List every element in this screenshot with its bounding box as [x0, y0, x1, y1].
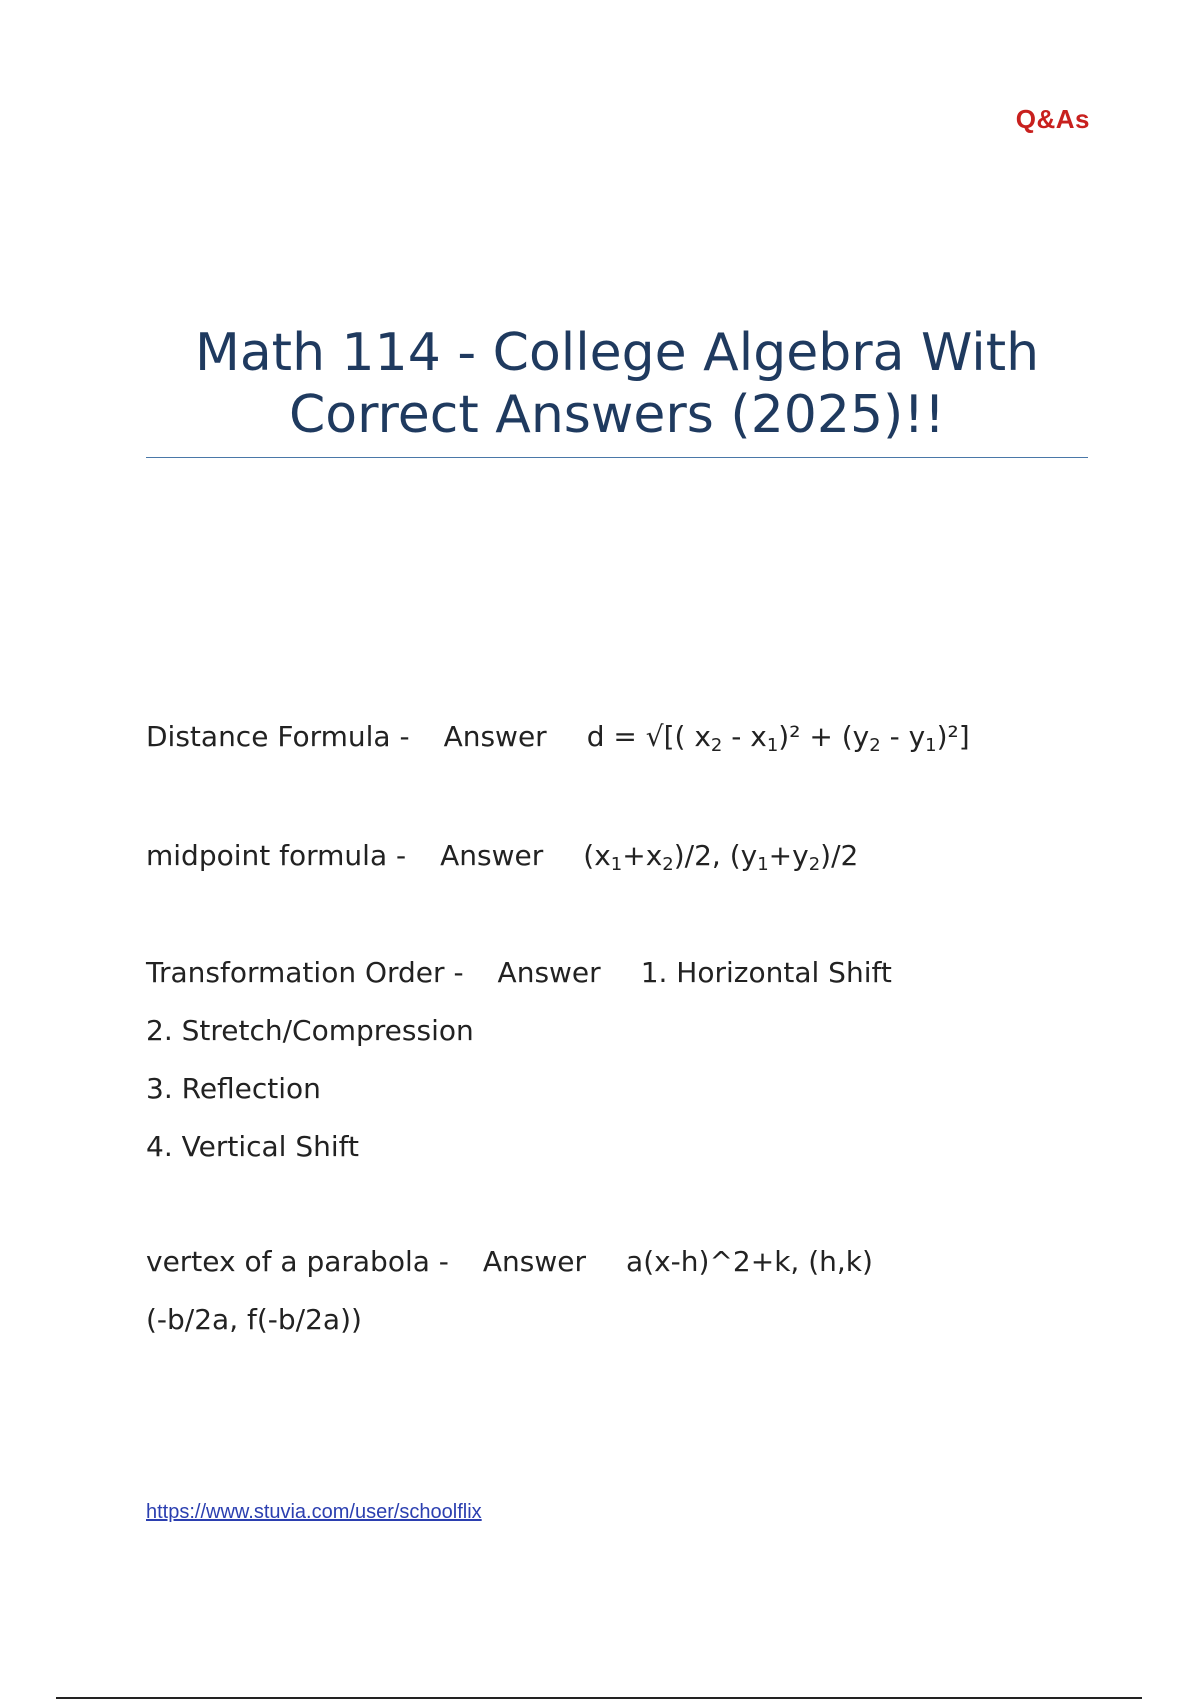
- answer-continuation: 3. Reflection: [146, 1072, 321, 1105]
- title-divider: [146, 457, 1088, 458]
- qa-item-midpoint-formula: [146, 827, 1086, 885]
- page-bottom-rule: [56, 1697, 1142, 1699]
- answer-text: 1. Horizontal Shift: [640, 956, 892, 989]
- qa-line: [146, 1233, 1086, 1291]
- qa-item-transformation-order: [146, 944, 1086, 1176]
- document-title: [146, 322, 1088, 446]
- title-line-1: Math 114 - College Algebra With: [194, 323, 1040, 383]
- answer-text: d = √[( $x_2 - x_1)^2 + (y_2 - y_1)^2$]: [586, 720, 970, 756]
- qas-header-tag: Q&As: [1015, 104, 1090, 134]
- qa-item-vertex-of-parabola: [146, 1233, 1086, 1349]
- answer-label: Answer: [482, 1245, 587, 1278]
- qa-item-distance-formula: [146, 708, 1086, 766]
- qa-line: [146, 944, 1086, 1002]
- answer-continuation: (-b/2a, f(-b/2a)): [146, 1303, 362, 1336]
- answer-label: Answer: [440, 839, 544, 872]
- qa-term: Transformation Order -: [146, 956, 464, 989]
- title-line-2: Correct Answers (2025)!!: [288, 385, 946, 445]
- answer-label: Answer: [443, 720, 547, 753]
- answer-label: Answer: [497, 956, 601, 989]
- qa-term: midpoint formula -: [146, 839, 407, 872]
- qa-term: vertex of a parabola -: [146, 1245, 449, 1278]
- answer-continuation: 2. Stretch/Compression: [146, 1014, 474, 1047]
- qa-term: Distance Formula -: [146, 720, 410, 753]
- stuvia-profile-link[interactable]: https://www.stuvia.com/user/schoolflix: [146, 1501, 482, 1523]
- answer-text: a(x-h)^2+k, (h,k): [626, 1245, 873, 1278]
- qa-line: [146, 827, 1086, 885]
- answer-continuation: 4. Vertical Shift: [146, 1130, 359, 1163]
- qa-line: [146, 708, 1086, 766]
- answer-text: $(x_1+x_2)/2$, $(y_1+y_2)/2$: [583, 839, 859, 875]
